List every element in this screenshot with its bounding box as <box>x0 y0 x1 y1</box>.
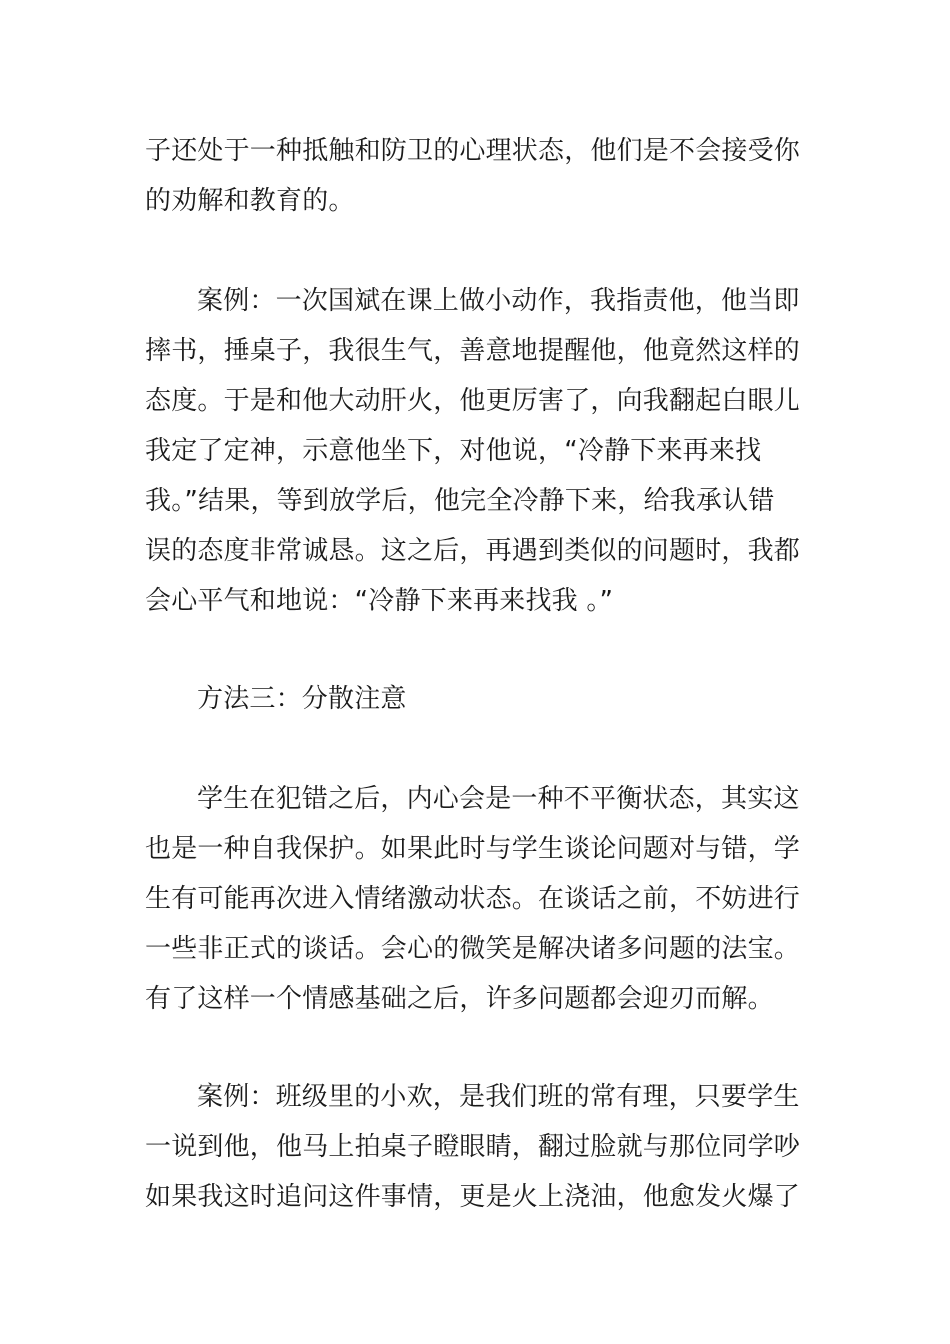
text-line: 有了这样一个情感基础之后，许多问题都会迎刃而解。 <box>145 984 774 1014</box>
text-line: 生有可能再次进入情绪激动状态。在谈话之前，不妨进行 <box>145 884 801 914</box>
text-line: 案例：一次国斌在课上做小动作，我指责他，他当即 <box>197 286 800 316</box>
text-line: 一说到他，他马上拍桌子瞪眼睛，翻过脸就与那位同学吵 <box>145 1132 801 1162</box>
paragraph-case-one <box>145 276 810 626</box>
text-line: 也是一种自我保护。如果此时与学生谈论问题对与错，学 <box>145 834 801 864</box>
section-heading-method-three <box>145 674 810 724</box>
paragraph-case-two <box>145 1072 810 1222</box>
text-line: 会心平气和地说：“冷静下来再来找我 。” <box>145 586 614 616</box>
text-line: 一些非正式的谈话。会心的微笑是解决诸多问题的法宝。 <box>145 934 801 964</box>
paragraph-intro-continuation <box>145 126 810 226</box>
text-line: 态度。于是和他大动肝火，他更厉害了，向我翻起白眼儿 <box>145 386 801 416</box>
text-line: 我。”结果，等到放学后，他完全冷静下来，给我承认错 <box>145 486 775 516</box>
text-line: 的劝解和教育的。 <box>145 186 355 216</box>
text-line: 学生在犯错之后，内心会是一种不平衡状态，其实这 <box>197 784 800 814</box>
text-line: 案例：班级里的小欢，是我们班的常有理，只要学生 <box>197 1082 800 1112</box>
text-line: 子还处于一种抵触和防卫的心理状态，他们是不会接受你 <box>145 136 801 166</box>
text-line: 摔书，捶桌子，我很生气，善意地提醒他，他竟然这样的 <box>145 336 801 366</box>
text-line: 误的态度非常诚恳。这之后，再遇到类似的问题时，我都 <box>145 536 801 566</box>
text-line: 如果我这时追问这件事情，更是火上浇油，他愈发火爆了 <box>145 1182 801 1212</box>
heading-text: 方法三：分散注意 <box>197 684 407 714</box>
paragraph-method-three-body <box>145 774 810 1024</box>
text-line: 我定了定神，示意他坐下，对他说，“冷静下来再来找 <box>145 436 762 466</box>
